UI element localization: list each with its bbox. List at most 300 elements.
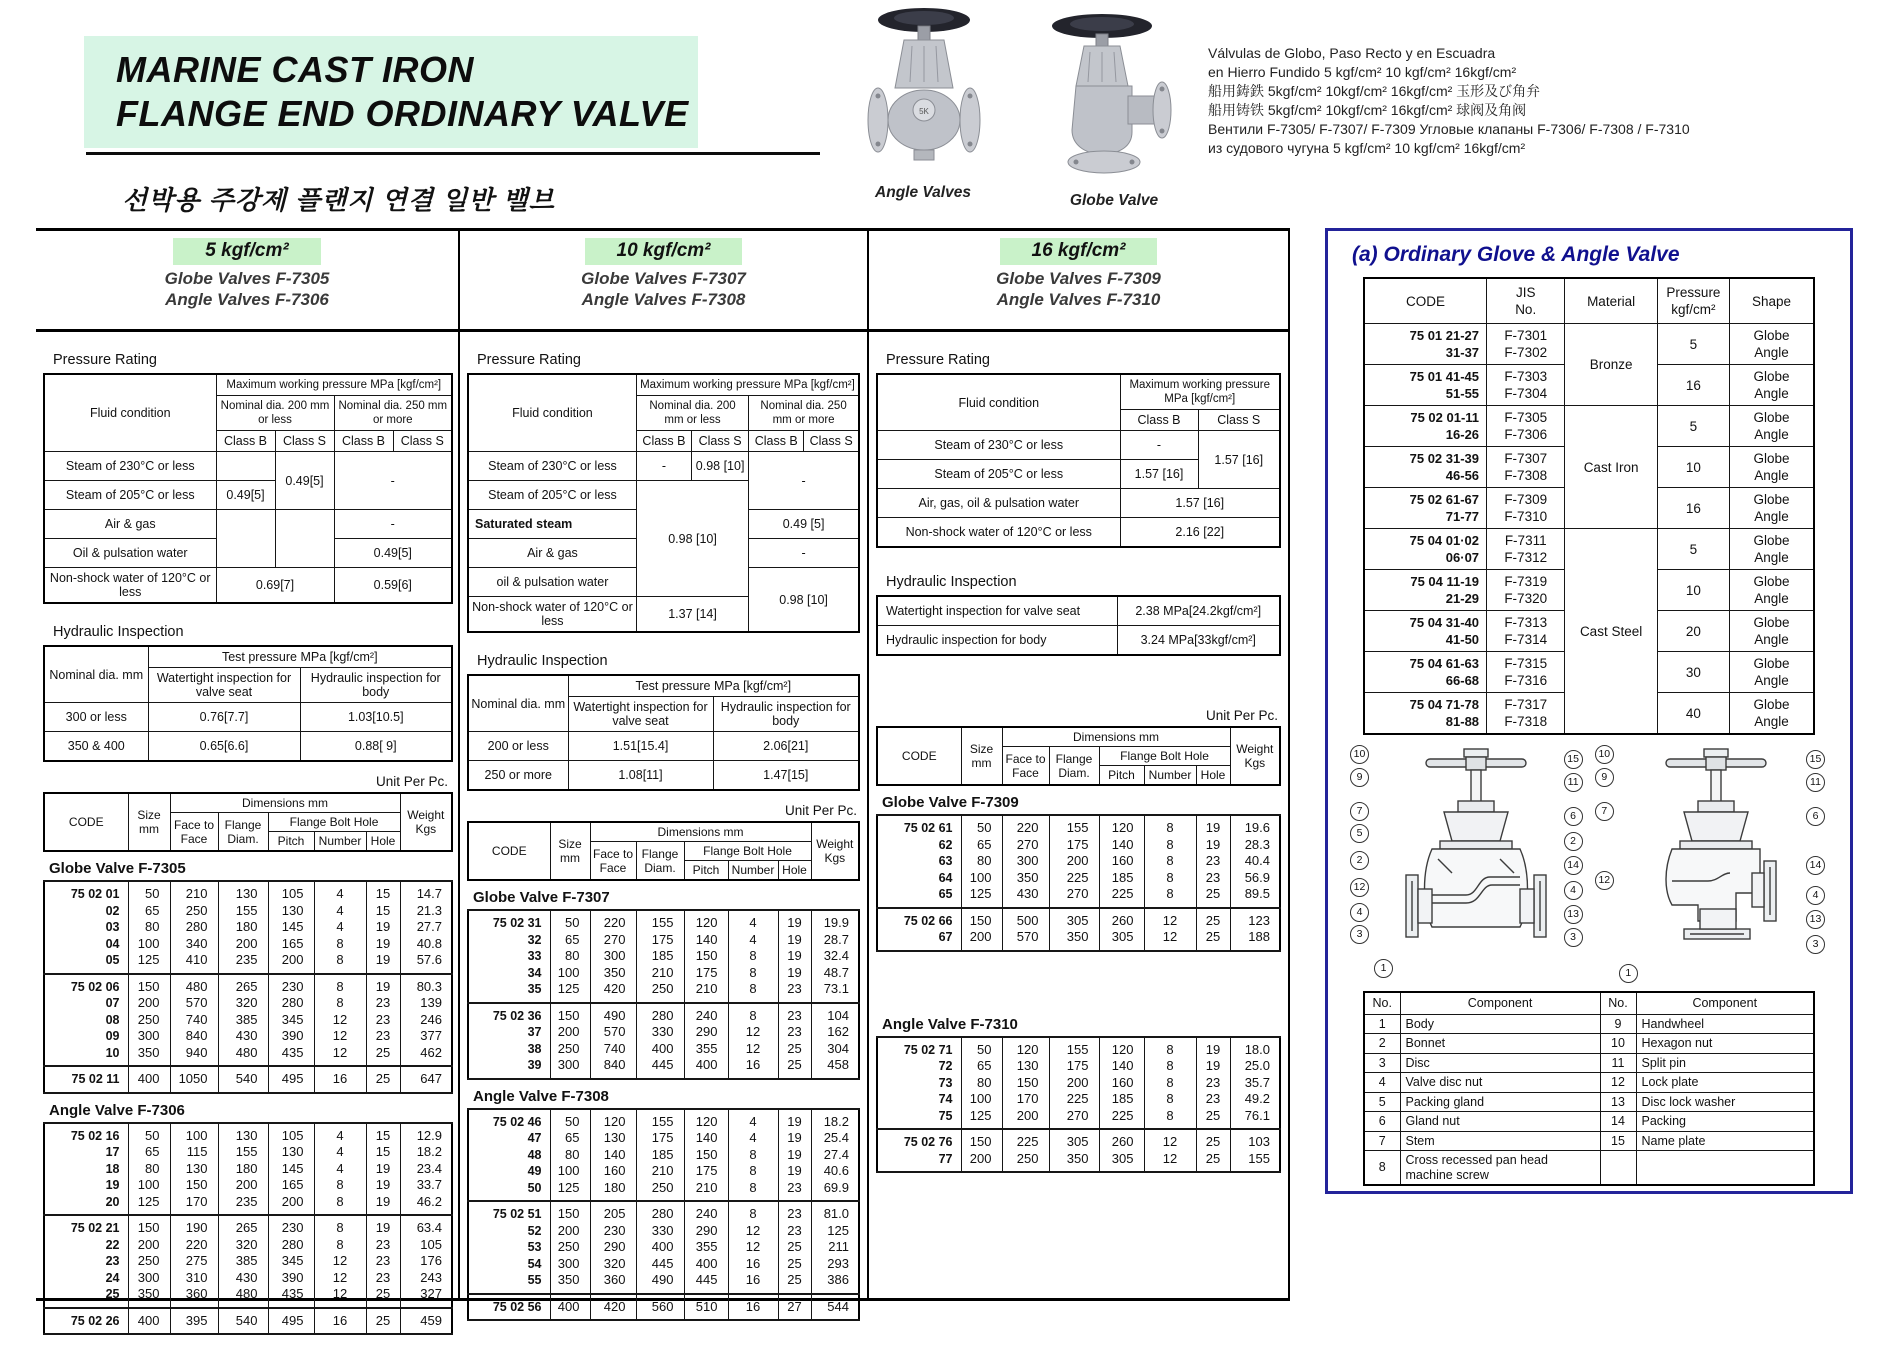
angle-section-label: Angle Valve F-7310 [882, 1015, 1018, 1033]
table-cell: 250 or more [468, 761, 568, 791]
header-cell: Dimensions mm [590, 822, 811, 842]
diagram-callout: 2 [1564, 832, 1583, 851]
table-row [1364, 324, 1814, 365]
header-cell: Dimensions mm [170, 793, 400, 813]
table-cell: Name plate [1636, 1131, 1814, 1151]
header-cell: Fluid condition [44, 374, 216, 452]
table-cell: 120 130 150 170 200 [1002, 1037, 1049, 1130]
globe-dimensions-table [876, 814, 1281, 952]
header-cell: Class S [393, 431, 452, 452]
table-cell: 75 02 11 [44, 1066, 128, 1093]
header-cell: Watertight inspection for valve seat [148, 668, 300, 703]
cell: 0.98 [10] [636, 481, 748, 597]
header-cell: Pitch [1099, 766, 1144, 786]
table-cell: 18.0 25.0 35.7 49.2 76.1 [1230, 1037, 1280, 1130]
unit-per-pc-label: Unit Per Pc. [784, 803, 857, 818]
table-cell: 150 200 [961, 1129, 1002, 1172]
table-row [1364, 529, 1814, 570]
table-cell: 19 19 23 23 25 [1196, 1037, 1230, 1130]
table-cell: 18.2 25.4 27.4 40.6 69.9 [811, 1109, 859, 1202]
table-row [877, 815, 1280, 908]
table-cell [1600, 1151, 1636, 1186]
table-cell: 265 320 385 430 480 [218, 1215, 268, 1308]
cell: Oil & pulsation water [44, 539, 216, 568]
table-cell: JIS No. [1487, 278, 1565, 324]
table-cell: 75 02 01 02 03 04 05 [44, 881, 128, 974]
header-cell: Watertight inspection for valve seat [568, 697, 713, 732]
table-cell: 220 270 300 350 430 [1002, 815, 1049, 908]
pressure-rating-table [43, 373, 453, 604]
diagram-callout: 3 [1564, 928, 1583, 947]
table-cell: 5 [1657, 529, 1729, 570]
diagram-callout: 15 [1564, 750, 1583, 769]
table-cell: 80.3 139 246 377 462 [400, 974, 452, 1067]
table-cell: No. [1364, 992, 1400, 1014]
cross-section-drawing [1350, 743, 1830, 989]
diagram-callout: 11 [1806, 773, 1825, 792]
circle [968, 94, 973, 99]
table-cell: 1 [1364, 1014, 1400, 1034]
table-cell: 16 [1657, 365, 1729, 406]
rect [1466, 757, 1486, 770]
table-cell: 19 19 19 19 23 [778, 910, 811, 1003]
header-cell: Class B [1120, 410, 1198, 431]
pressure-class-badge: 10 kgf/cm² [585, 238, 743, 265]
cell: Steam of 230°C or less [877, 431, 1120, 460]
desc-spanish-2: en Hierro Fundido 5 kgf/cm² 10 kgf/cm² 16kgf/cm² [1208, 64, 1517, 80]
table-cell: 350 & 400 [44, 732, 148, 762]
table-cell: 75 04 01·02 06·07 [1364, 529, 1487, 570]
table-cell: 190 220 275 310 360 [170, 1215, 218, 1308]
pressure-rating-table [876, 373, 1281, 548]
table-cell: Disc [1400, 1053, 1600, 1073]
table-cell: 155 175 200 225 270 [1049, 1037, 1099, 1130]
table-cell: 15 15 19 19 19 [366, 1123, 400, 1216]
table-cell: 230 280 345 390 435 [268, 974, 314, 1067]
table-cell: 150 200 250 300 350 [550, 1201, 590, 1294]
table-cell: 155 175 200 225 270 [1049, 815, 1099, 908]
table-cell: 11 [1600, 1053, 1636, 1073]
cell: 1.57 [16] [1120, 489, 1280, 518]
table-cell: Hexagon nut [1636, 1034, 1814, 1054]
table-cell: 5 [1657, 324, 1729, 365]
table-cell: Globe Angle [1730, 693, 1814, 735]
path [1684, 812, 1748, 841]
header-cell: Fluid condition [877, 374, 1120, 431]
table-cell: 305 350 [1049, 1129, 1099, 1172]
header-cell: Flange Diam. [1049, 747, 1099, 786]
diagram-callout: 9 [1350, 768, 1369, 787]
ellipse [1070, 17, 1134, 31]
table-cell: 480 570 740 840 940 [170, 974, 218, 1067]
header-cell: Size mm [550, 822, 590, 880]
column-header [869, 231, 1288, 332]
header-cell: Flange Diam. [218, 813, 268, 852]
table-cell: 50 65 80 100 125 [128, 881, 170, 974]
table-cell: 7 [1364, 1131, 1400, 1151]
table-row [877, 1129, 1280, 1172]
ellipse [1068, 151, 1140, 173]
angle-section-label: Angle Valve F-7306 [49, 1101, 185, 1119]
table-cell: 19 19 23 23 25 [1196, 815, 1230, 908]
desc-russian-2: из судового чугуна 5 kgf/cm² 10 kgf/cm² 16kgf/cm² [1208, 140, 1526, 156]
circle [876, 142, 881, 147]
diagram-callout: 4 [1564, 881, 1583, 900]
cell: 0.49[5] [334, 539, 452, 568]
table-cell: 16 [728, 1294, 778, 1321]
cell: - [749, 539, 859, 568]
table-cell: Packing [1636, 1112, 1814, 1132]
cell [216, 452, 275, 481]
angle-product: Angle Valves F-7308 [581, 290, 746, 309]
table-cell: 10 [1657, 570, 1729, 611]
product-names [460, 268, 867, 310]
angle-section-label: Angle Valve F-7308 [473, 1087, 609, 1105]
header-cell: Nominal dia. 250 mm or more [749, 396, 859, 431]
table-cell: Gland nut [1400, 1112, 1600, 1132]
table-row [468, 1294, 859, 1321]
table-row [1364, 278, 1814, 324]
tbody [468, 910, 859, 1079]
table-cell: 23 23 25 25 [778, 1003, 811, 1079]
table-cell: 1050 [170, 1066, 218, 1093]
table-cell: No. [1600, 992, 1636, 1014]
table-cell: F-7307 F-7308 [1487, 447, 1565, 488]
table-cell: 220 270 300 350 420 [590, 910, 636, 1003]
header-cell: Nominal dia. 200 mm or less [636, 396, 748, 431]
table-cell: Material [1565, 278, 1657, 324]
table-cell: 150 200 250 300 350 [128, 1215, 170, 1308]
table-cell: 19 23 23 23 25 [366, 974, 400, 1067]
tr [877, 727, 1280, 747]
table-cell: 23 23 25 25 25 [778, 1201, 811, 1294]
tbody [44, 1123, 452, 1335]
cell: 1.37 [14] [636, 597, 748, 633]
table-cell: 4 4 4 8 8 [314, 1123, 366, 1216]
cell: - [1120, 431, 1198, 460]
table-cell: 75 02 16 17 18 19 20 [44, 1123, 128, 1216]
header-cell: CODE [877, 727, 961, 785]
cell: Non-shock water of 120°C or less [468, 597, 636, 633]
table-row [1364, 1151, 1814, 1186]
cell: - [334, 510, 452, 539]
table-cell: 130 155 180 200 235 [218, 881, 268, 974]
rect [1752, 873, 1764, 907]
header-cell: Number [728, 861, 778, 881]
path [1072, 86, 1132, 154]
table-row [1364, 1073, 1814, 1093]
table-cell: Bronze [1565, 324, 1657, 406]
table-cell: 75 02 46 47 48 49 50 [468, 1109, 550, 1202]
table-cell: 459 [400, 1308, 452, 1335]
table-row [44, 974, 452, 1067]
table-cell: 200 or less [468, 732, 568, 761]
hydraulic-inspection-table [43, 645, 453, 762]
table-cell: 4 [1364, 1073, 1400, 1093]
tbody [877, 815, 1280, 951]
table-cell: 25 25 [1196, 1129, 1230, 1172]
table-cell: Watertight inspection for valve seat [877, 596, 1117, 626]
table-row [1364, 1014, 1814, 1034]
cell: 1.57 [16] [1198, 431, 1280, 489]
table-cell: 155 175 185 210 250 [636, 1109, 684, 1202]
tbody [468, 732, 859, 791]
table-cell: 75 04 11-19 21-29 [1364, 570, 1487, 611]
cell: 0.49 [5] [749, 510, 859, 539]
table-cell: 25 [366, 1308, 400, 1335]
header-cell: Face to Face [170, 813, 218, 852]
rect [918, 26, 930, 40]
table-cell: 27 [778, 1294, 811, 1321]
cell: Steam of 205°C or less [468, 481, 636, 510]
header-cell: Number [1144, 766, 1196, 786]
table-cell: 544 [811, 1294, 859, 1321]
table-cell: 400 [550, 1294, 590, 1321]
valve-photo-illustration [856, 4, 992, 180]
table-cell: Hydraulic inspection for body [877, 626, 1117, 656]
cell: - [636, 452, 691, 481]
cell: 1.57 [16] [1120, 460, 1198, 489]
circle [968, 142, 973, 147]
table-row [1364, 1131, 1814, 1151]
hydraulic-inspection-caption: Hydraulic Inspection [477, 653, 608, 669]
table-cell: 75 02 31 32 33 34 35 [468, 910, 550, 1003]
header-cell: Flange Bolt Hole [1099, 747, 1230, 766]
cell [275, 510, 334, 568]
tr [44, 510, 452, 539]
angle-valves-caption: Angle Valves [875, 184, 971, 201]
table-row [468, 910, 859, 1003]
tbody [44, 646, 452, 703]
diagram-callout: 1 [1374, 959, 1393, 978]
table-cell: 260 305 [1099, 908, 1144, 951]
hydraulic-inspection-table [467, 674, 860, 791]
table-row [1364, 1092, 1814, 1112]
table-row [1364, 1112, 1814, 1132]
rect [1464, 749, 1488, 757]
diagram-callout: 12 [1595, 871, 1614, 890]
table-cell: Cross recessed pan head machine screw [1400, 1151, 1600, 1186]
table-cell: F-7303 F-7304 [1487, 365, 1565, 406]
table-cell: Component [1400, 992, 1600, 1014]
header-cell: Size mm [961, 727, 1002, 785]
desc-russian-1: Вентили F-7305/ F-7307/ F-7309 Угловые клапаны F-7306/ F-7308 / F-7310 [1208, 121, 1690, 137]
table-cell: 4 4 8 8 8 [728, 1109, 778, 1202]
pressure-rating-caption: Pressure Rating [53, 352, 157, 368]
table-row [877, 908, 1280, 951]
table-row [1364, 1053, 1814, 1073]
header-cell: Flange Diam. [636, 842, 684, 881]
table-cell: 15 [1600, 1131, 1636, 1151]
diagram-callout: 2 [1350, 851, 1369, 870]
diagram-callout: 13 [1806, 910, 1825, 929]
diagram-callout: 12 [1350, 878, 1369, 897]
table-cell: 1.47[15] [713, 761, 859, 791]
table-cell: 40 [1657, 693, 1729, 735]
dimensions-header-table [467, 821, 860, 881]
table-cell: 500 570 [1002, 908, 1049, 951]
table-cell: F-7313 F-7314 [1487, 611, 1565, 652]
tr [44, 646, 452, 668]
cell: Air & gas [468, 539, 636, 568]
table-cell: 150 200 250 300 350 [128, 974, 170, 1067]
tr [468, 675, 859, 697]
table-cell: 4 4 4 8 8 [314, 881, 366, 974]
table-cell: 75 02 66 67 [877, 908, 961, 951]
table-cell: 20 [1657, 611, 1729, 652]
table-cell: 75 02 31-39 46-56 [1364, 447, 1487, 488]
table-cell: 495 [268, 1308, 314, 1335]
table-cell: 300 or less [44, 703, 148, 732]
table-cell: 0.88[ 9] [300, 732, 452, 762]
header-cell: Class B [749, 431, 804, 452]
table-cell: 210 250 280 340 410 [170, 881, 218, 974]
table-cell: 75 01 41-45 51-55 [1364, 365, 1487, 406]
angle-product: Angle Valves F-7310 [996, 290, 1161, 309]
rect [1418, 889, 1432, 923]
pressure-class-badge: 16 kgf/cm² [1000, 238, 1158, 265]
header-cell: Maximum working pressure MPa [kgf/cm²] [216, 374, 452, 396]
table-cell: 75 02 06 07 08 09 10 [44, 974, 128, 1067]
tbody [44, 793, 452, 851]
table-row [44, 1123, 452, 1216]
table-cell: 9 [1600, 1014, 1636, 1034]
table-cell: 123 188 [1230, 908, 1280, 951]
diagram-callout: 4 [1806, 886, 1825, 905]
table-cell: 30 [1657, 652, 1729, 693]
table-cell: 14 [1600, 1112, 1636, 1132]
table-cell: 50 65 80 100 125 [128, 1123, 170, 1216]
table-cell: 150 200 [961, 908, 1002, 951]
table-cell: 2.38 MPa[24.2kgf/cm²] [1117, 596, 1280, 626]
globe-product: Globe Valves F-7307 [581, 269, 746, 288]
diagram-callout: 5 [1350, 824, 1369, 843]
table-cell: 560 [636, 1294, 684, 1321]
diagram-callout: 10 [1350, 745, 1369, 764]
table-cell: 75 02 51 52 53 54 55 [468, 1201, 550, 1294]
table-cell: Globe Angle [1730, 488, 1814, 529]
header-cell: Weight Kgs [400, 793, 452, 851]
table-cell: Shape [1730, 278, 1814, 324]
circle [1074, 160, 1079, 165]
table-cell: 12.9 18.2 23.4 33.7 46.2 [400, 1123, 452, 1216]
table-cell: Globe Angle [1730, 570, 1814, 611]
globe-valve-caption: Globe Valve [1069, 192, 1159, 209]
table-cell: 5 [1657, 406, 1729, 447]
tr [468, 374, 859, 396]
table-cell: 75 02 76 77 [877, 1129, 961, 1172]
thead [1364, 992, 1814, 1014]
header-cell: Weight Kgs [1230, 727, 1280, 785]
table-cell: 63.4 105 176 243 327 [400, 1215, 452, 1308]
panel-title: (a) Ordinary Glove & Angle Valve [1352, 243, 1680, 266]
angle-dimensions-table [876, 1036, 1281, 1174]
globe-section-label: Globe Valve F-7305 [49, 860, 186, 877]
table-cell: 395 [170, 1308, 218, 1335]
page-title-box [84, 36, 698, 148]
diagram-callout: 10 [1595, 745, 1614, 764]
tr [44, 452, 452, 481]
table-cell: 105 130 145 165 200 [268, 881, 314, 974]
tbody [877, 1037, 1280, 1173]
tr [468, 452, 859, 481]
dimensions-header-table [43, 792, 453, 852]
g [1406, 749, 1546, 937]
table-cell: 2 [1364, 1034, 1400, 1054]
product-column-5kgf [36, 228, 460, 1328]
header-cell: Hole [778, 861, 811, 881]
diagram-callout: 14 [1806, 856, 1825, 875]
column-body [460, 352, 867, 1321]
header-cell: Maximum working pressure MPa [kgf/cm²] [636, 374, 859, 396]
pressure-rating-table [467, 373, 860, 633]
table-cell: 50 65 80 100 125 [550, 910, 590, 1003]
table-cell: 490 570 740 840 [590, 1003, 636, 1079]
cell: 2.16 [22] [1120, 518, 1280, 548]
product-names [36, 268, 458, 310]
column-header [36, 231, 458, 332]
tr [44, 374, 452, 396]
table-cell: 15 15 19 19 19 [366, 881, 400, 974]
diagram-callout: 7 [1350, 802, 1369, 821]
table-cell: Globe Angle [1730, 324, 1814, 365]
product-column-16kgf [869, 228, 1290, 1301]
table-cell: 8 8 12 12 12 [314, 974, 366, 1067]
table-cell: Globe Angle [1730, 406, 1814, 447]
table-cell: 19 23 23 23 25 [366, 1215, 400, 1308]
path [1444, 812, 1508, 841]
cell: 0.49[5] [216, 481, 275, 510]
table-cell: 75 01 21-27 31-37 [1364, 324, 1487, 365]
table-row [1364, 1034, 1814, 1054]
cell: Non-shock water of 120°C or less [44, 568, 216, 604]
table-cell: Component [1636, 992, 1814, 1014]
table-cell: 12 12 [1144, 1129, 1196, 1172]
column-body [36, 352, 458, 1335]
header-cell: Face to Face [1002, 747, 1049, 786]
table-cell: 50 65 80 100 125 [550, 1109, 590, 1202]
table-cell: 280 330 400 445 [636, 1003, 684, 1079]
table-row [44, 732, 452, 762]
cell: Saturated steam [468, 510, 636, 539]
table-cell: F-7301 F-7302 [1487, 324, 1565, 365]
table-cell: 4 4 8 8 8 [728, 910, 778, 1003]
table-row [877, 596, 1280, 626]
table-cell: 540 [218, 1066, 268, 1093]
table-cell: 265 320 385 430 480 [218, 974, 268, 1067]
tbody [877, 727, 1280, 785]
cell [216, 510, 275, 568]
table-cell: 260 305 [1099, 1129, 1144, 1172]
cell: Non-shock water of 120°C or less [877, 518, 1120, 548]
header-cell: CODE [44, 793, 128, 851]
header-cell: Class S [804, 431, 859, 452]
angle-product: Angle Valves F-7306 [165, 290, 329, 309]
valve-cross-section-diagrams [1350, 743, 1830, 989]
table-cell: 120 130 140 160 180 [590, 1109, 636, 1202]
table-row [1364, 992, 1814, 1014]
header-cell: Test pressure MPa [kgf/cm²] [148, 646, 452, 668]
table-cell: Globe Angle [1730, 652, 1814, 693]
header-cell: Dimensions mm [1002, 727, 1230, 747]
cell: 0.59[6] [334, 568, 452, 604]
table-cell: 120 140 160 185 225 [1099, 815, 1144, 908]
header-cell: Pitch [684, 861, 728, 881]
tr [44, 568, 452, 604]
header-cell: Class S [275, 431, 334, 452]
valve-photo-illustration [1028, 12, 1188, 180]
circle [1160, 87, 1165, 92]
